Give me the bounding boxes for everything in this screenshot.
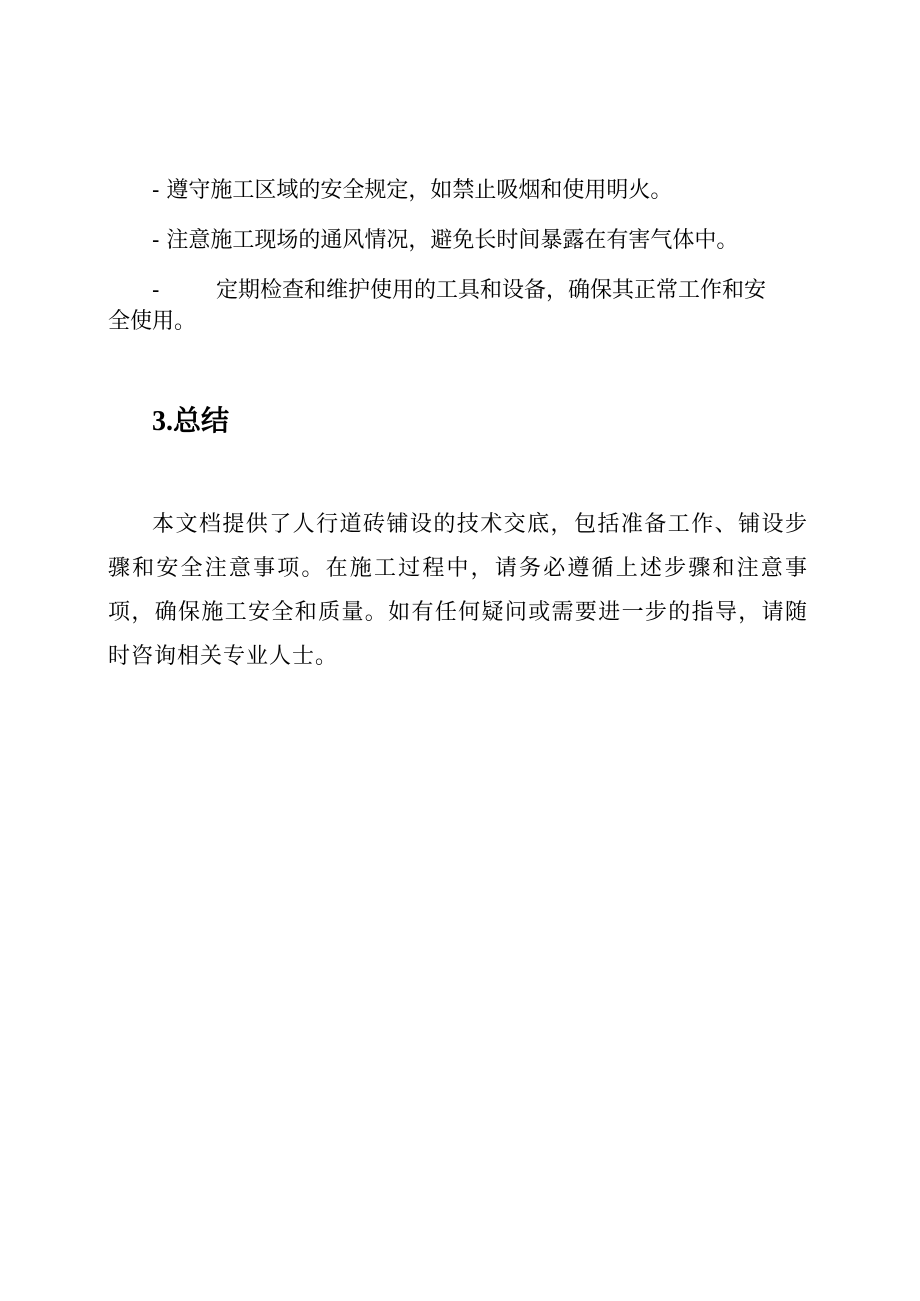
- bullet-dash: -: [152, 278, 160, 303]
- safety-bullet-3-continuation: 全使用。: [108, 309, 197, 334]
- safety-bullet-1: - 遵守施工区域的安全规定，如禁止吸烟和使用明火。: [152, 178, 673, 203]
- safety-bullet-3-text: 定期检查和维护使用的工具和设备，确保其正常工作和安: [216, 278, 767, 303]
- safety-bullet-3: [152, 276, 766, 306]
- safety-bullet-2: - 注意施工现场的通风情况，避免长时间暴露在有害气体中。: [152, 228, 739, 253]
- summary-paragraph: 本文档提供了人行道砖铺设的技术交底，包括准备工作、铺设步骤和安全注意事项。在施工过程中，请务必遵循上述步骤和注意事项，确保施工安全和质量。如有任何疑问或需要进一步的指导，请随时咨询相关专业人士。: [108, 512, 808, 669]
- section-heading-summary: 3.总结: [152, 406, 230, 437]
